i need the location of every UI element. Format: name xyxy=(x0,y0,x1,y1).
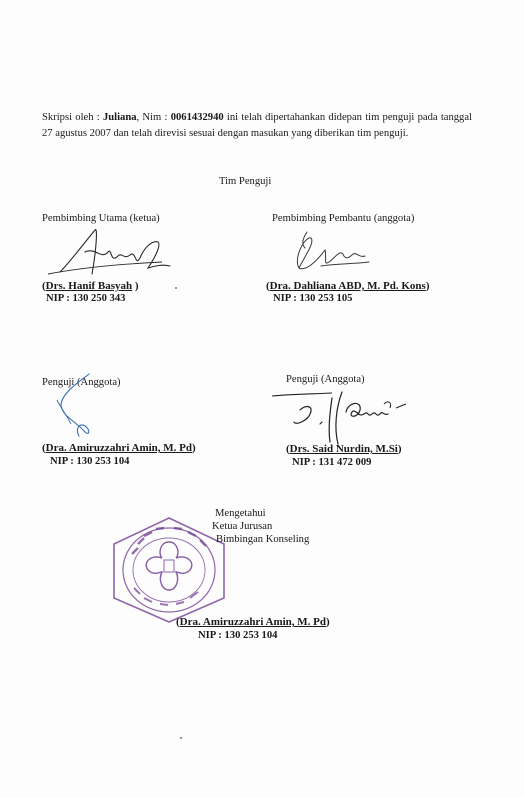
student-nim: 0061432940 xyxy=(170,112,224,123)
main-advisor-role: Pembimbing Utama (ketua) xyxy=(42,213,160,224)
head-title-line2: Bimbingan Konseling xyxy=(216,534,310,545)
team-title: Tim Penguji xyxy=(219,176,272,187)
acknowledged-label: Mengetahui xyxy=(215,508,266,519)
main-advisor-signature xyxy=(40,222,180,284)
head-nip: NIP : 130 253 104 xyxy=(198,630,278,641)
examiner-1-name: Dra. Amiruzzahri Amin, M. Pd xyxy=(45,442,193,454)
statement-rest: ini telah dipertahankan didepan tim penguji pada tanggal 27 agustus 2007 dan telah direvisi sesuai dengan masukan yang diberikan tim penguji. xyxy=(42,112,473,139)
assistant-advisor-nip: NIP : 130 253 105 xyxy=(273,293,353,304)
examiner-1-nip: NIP : 130 253 104 xyxy=(50,456,130,467)
examiner-2-name: Drs. Said Nurdin, M.Si xyxy=(289,443,398,455)
main-advisor-name-line: (Drs. Hanif Basyah ) xyxy=(42,280,139,292)
examiner-2-name-line: (Drs. Said Nurdin, M.Si) xyxy=(286,443,402,455)
scan-speck xyxy=(175,287,177,289)
nim-label: , Nim : xyxy=(136,112,171,123)
examiner-1-role: Penguji (Anggota) xyxy=(42,377,121,388)
head-title-line1: Ketua Jurusan xyxy=(212,521,273,532)
assistant-advisor-signature xyxy=(285,228,385,276)
main-advisor-nip: NIP : 130 250 343 xyxy=(46,293,126,304)
assistant-advisor-name: Dra. Dahliana ABD, M. Pd. Kons xyxy=(269,280,426,292)
assistant-advisor-name-line: (Dra. Dahliana ABD, M. Pd. Kons) xyxy=(266,280,430,292)
head-name-line: (Dra. Amiruzzahri Amin, M. Pd) xyxy=(176,616,330,628)
head-name: Dra. Amiruzzahri Amin, M. Pd xyxy=(179,616,327,628)
statement-paragraph xyxy=(42,110,472,141)
main-advisor-name: Drs. Hanif Basyah xyxy=(45,280,133,292)
scan-speck xyxy=(180,737,182,739)
assistant-advisor-role: Pembimbing Pembantu (anggota) xyxy=(272,213,415,224)
examiner-2-nip: NIP : 131 472 009 xyxy=(292,457,372,468)
examiner-2-signature xyxy=(272,388,412,448)
statement-prefix: Skripsi oleh : xyxy=(42,112,103,123)
examiner-1-name-line: (Dra. Amiruzzahri Amin, M. Pd) xyxy=(42,442,196,454)
examiner-2-role: Penguji (Anggota) xyxy=(286,374,365,385)
examiner-1-signature xyxy=(55,372,115,444)
student-name: Juliana xyxy=(102,112,137,123)
